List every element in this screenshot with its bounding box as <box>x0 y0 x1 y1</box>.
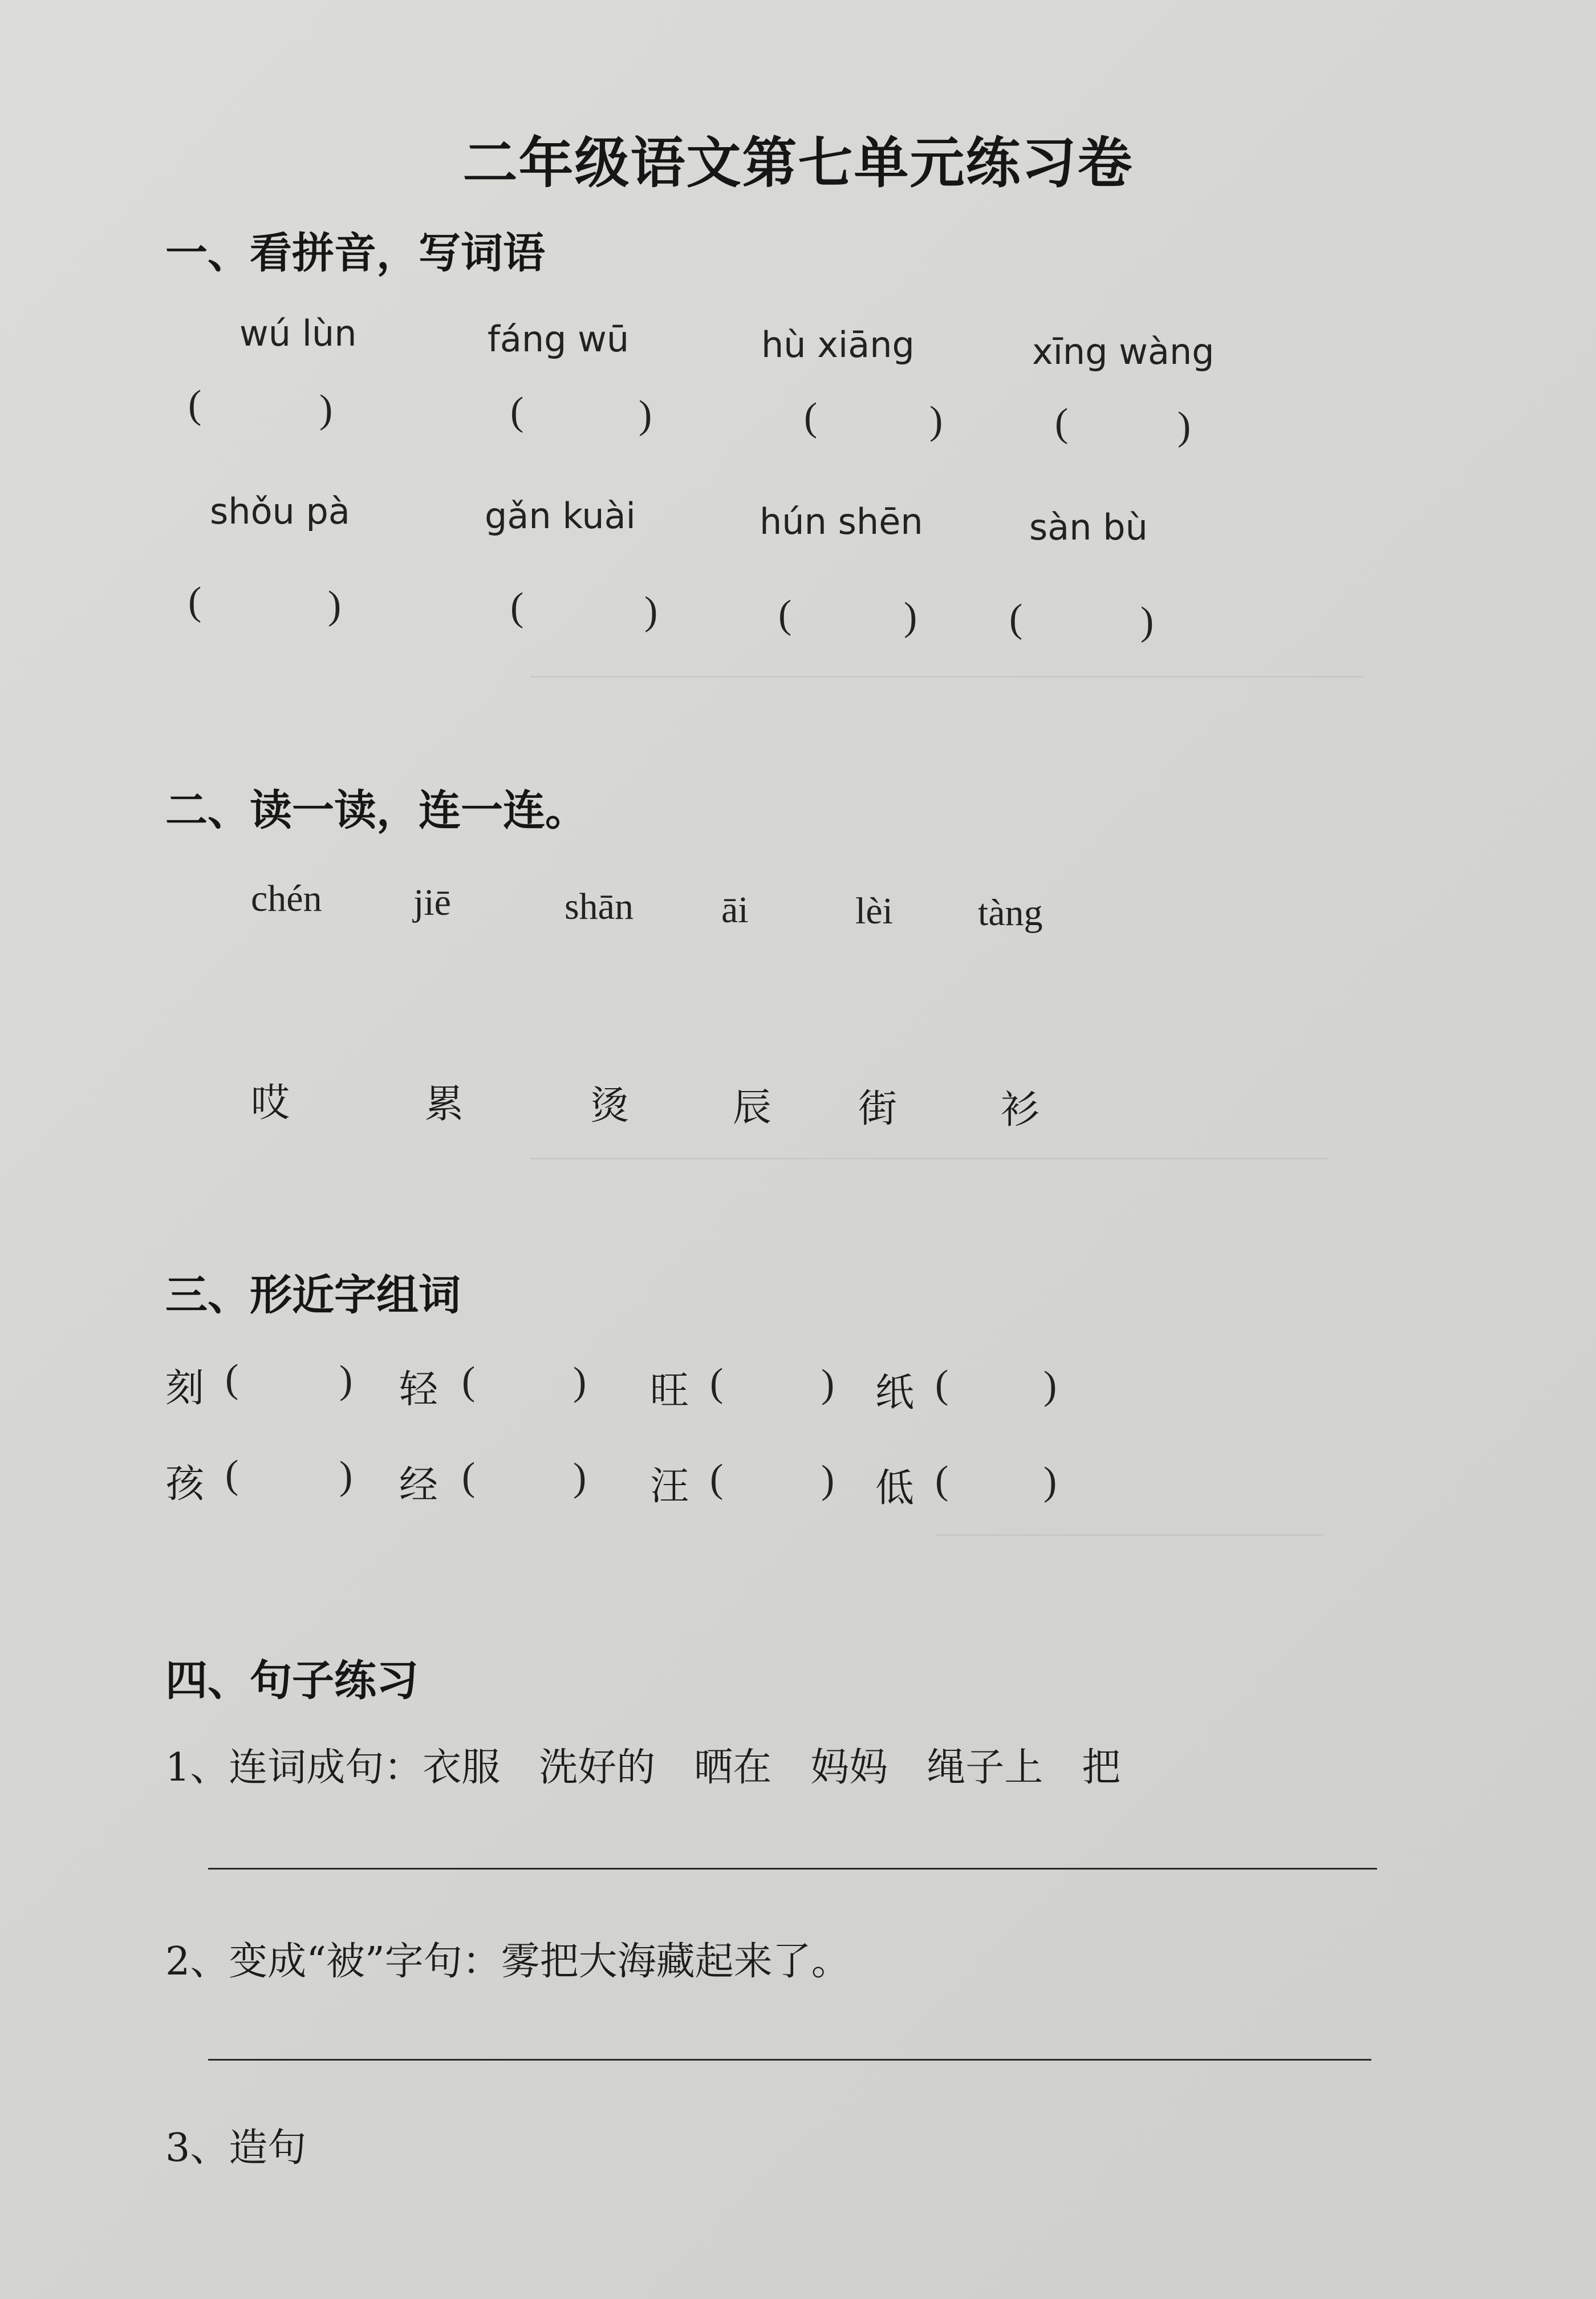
page-title: 二年级语文第七单元练习卷 <box>462 131 1134 195</box>
paren-right: ) <box>573 1455 587 1499</box>
hanzi-char: 轻 <box>399 1367 438 1412</box>
paren-right: ) <box>644 589 658 633</box>
paren-left: ( <box>710 1457 724 1501</box>
answer-line <box>208 2059 1371 2061</box>
question-1: 1、连词成句：衣服 洗好的 晒在 妈妈 绳子上 把 <box>165 1745 1121 1790</box>
pinyin-word: xīng wàng <box>1032 331 1215 372</box>
pinyin-word: shǒu pà <box>210 490 350 532</box>
hanzi-char: 低 <box>875 1466 915 1511</box>
paren-right: ) <box>821 1458 835 1502</box>
paren-left: ( <box>1055 401 1069 445</box>
question-3: 3、造句 <box>165 2126 307 2171</box>
pinyin-word: hún shēn <box>760 501 923 542</box>
paren-left: ( <box>225 1453 239 1497</box>
hanzi-char: 经 <box>399 1463 438 1508</box>
paren-right: ) <box>319 387 333 431</box>
hanzi-char: 烫 <box>590 1084 630 1129</box>
hanzi-char: 街 <box>858 1086 898 1132</box>
pinyin-syllable: shān <box>565 886 633 927</box>
paren-right: ) <box>1043 1459 1057 1503</box>
paren-left: ( <box>778 593 792 636</box>
hanzi-char: 哎 <box>251 1081 290 1126</box>
section4-heading: 四、句子练习 <box>165 1656 419 1705</box>
paren-right: ) <box>573 1360 587 1404</box>
question-2: 2、变成“被”字句：雾把大海藏起来了。 <box>165 1939 850 1984</box>
paren-left: ( <box>188 383 202 427</box>
paren-left: ( <box>462 1455 476 1499</box>
pinyin-word: fáng wū <box>488 318 630 360</box>
pinyin-word: sàn bù <box>1029 506 1148 548</box>
answer-line <box>208 1868 1377 1870</box>
hanzi-char: 汪 <box>650 1464 689 1509</box>
paren-right: ) <box>821 1362 835 1406</box>
pinyin-word: gǎn kuài <box>485 495 636 537</box>
paren-right: ) <box>328 583 342 627</box>
paren-left: ( <box>225 1357 239 1401</box>
paren-right: ) <box>904 595 917 639</box>
paren-left: ( <box>804 395 818 439</box>
paren-right: ) <box>639 393 652 437</box>
paren-left: ( <box>188 579 202 623</box>
hanzi-char: 累 <box>425 1082 464 1127</box>
bleed-through-line <box>935 1534 1323 1536</box>
paren-right: ) <box>1177 404 1191 448</box>
pinyin-syllable: chén <box>251 878 322 919</box>
hanzi-char: 旺 <box>650 1369 689 1414</box>
paren-left: ( <box>510 390 524 433</box>
bleed-through-line <box>530 1158 1329 1159</box>
paren-left: ( <box>462 1359 476 1403</box>
section3-heading: 三、形近字组词 <box>165 1271 461 1320</box>
paren-right: ) <box>339 1358 353 1402</box>
hanzi-char: 刻 <box>165 1366 205 1411</box>
paren-left: ( <box>1009 597 1023 640</box>
pinyin-syllable: lèi <box>855 890 893 932</box>
bleed-through-line <box>530 676 1363 678</box>
paren-left: ( <box>935 1363 949 1406</box>
pinyin-word: wú lùn <box>239 313 357 354</box>
paren-left: ( <box>710 1361 724 1405</box>
hanzi-char: 孩 <box>165 1462 205 1507</box>
paren-right: ) <box>1140 599 1154 643</box>
pinyin-syllable: jiē <box>413 882 451 923</box>
pinyin-syllable: āi <box>721 889 749 931</box>
hanzi-char: 辰 <box>733 1085 772 1130</box>
paren-right: ) <box>929 399 943 443</box>
paren-left: ( <box>935 1458 949 1502</box>
paren-left: ( <box>510 585 524 629</box>
pinyin-word: hù xiāng <box>761 324 915 366</box>
paren-right: ) <box>1043 1364 1057 1408</box>
paren-right: ) <box>339 1454 353 1498</box>
pinyin-syllable: tàng <box>978 892 1043 934</box>
section2-heading: 二、读一读，连一连。 <box>165 786 587 835</box>
section1-heading: 一、看拼音，写词语 <box>165 229 545 278</box>
hanzi-char: 衫 <box>1001 1088 1040 1133</box>
hanzi-char: 纸 <box>875 1371 915 1416</box>
